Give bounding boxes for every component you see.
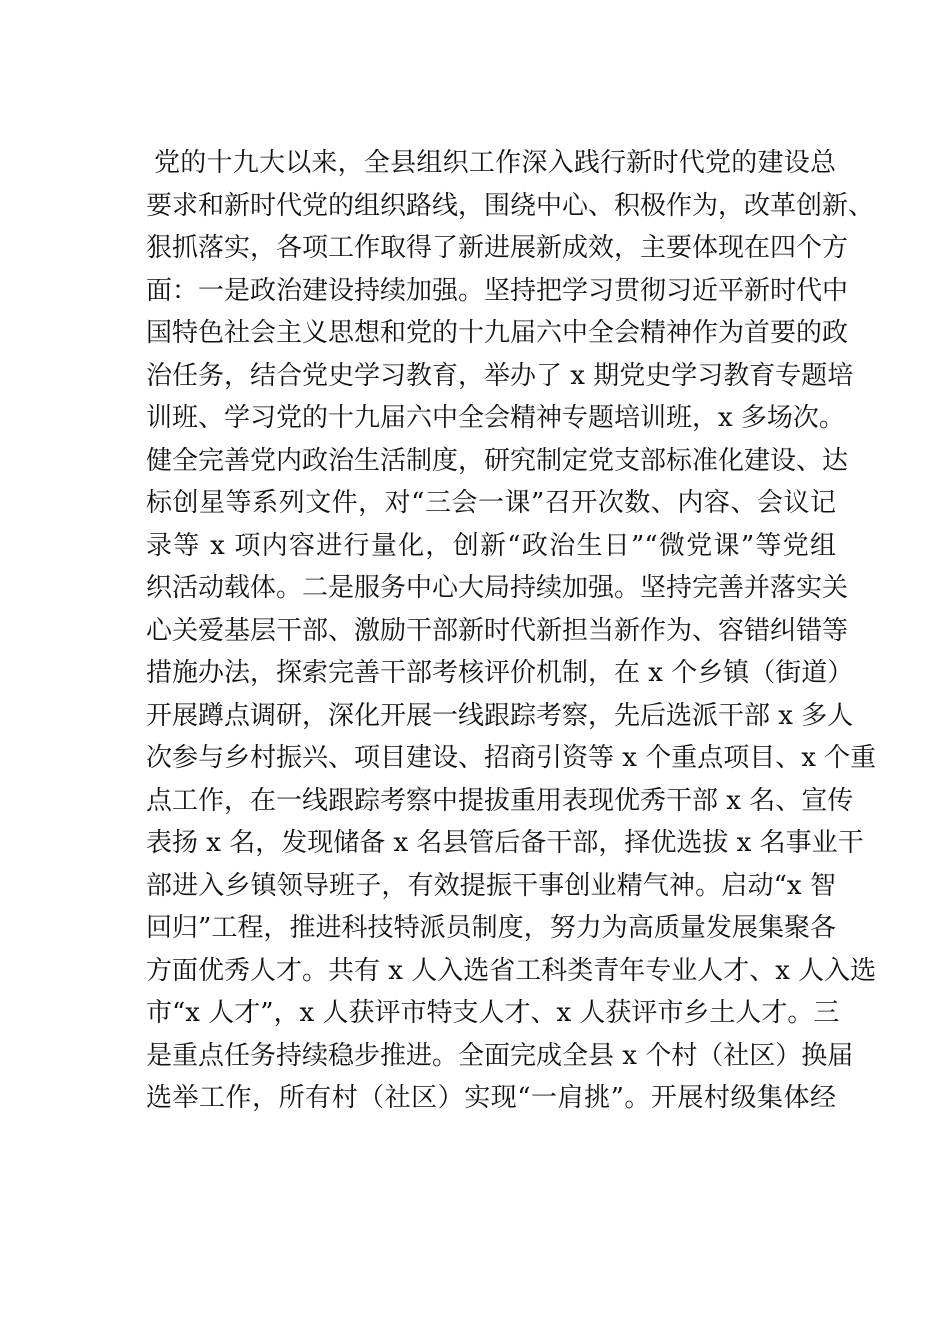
paragraph-line: 措施办法，探索完善干部考核评价机制，在 x 个乡镇（街道） [146,658,854,688]
paragraph-line: 是重点任务持续稳步推进。全面完成全县 x 个村（社区）换届 [146,1040,854,1071]
paragraph-line: 部进入乡镇领导班子，有效提振干事创业精气神。启动“x 智 [146,870,836,901]
paragraph-line: 治任务，结合党史学习教育，举办了 x 期党史学习教育专题培 [146,360,854,391]
paragraph-line: 训班、学习党的十九届六中全会精神专题培训班，x 多场次。 [146,403,845,433]
paragraph-line: 点工作，在一线跟踪考察中提拔重用表现优秀干部 x 名、宣传 [146,785,854,816]
paragraph-line: 党的十九大以来，全县组织工作深入践行新时代党的建设总 [154,148,836,178]
paragraph-line: 方面优秀人才。共有 x 人入选省工科类青年专业人才、x 人入选 [146,955,877,986]
paragraph-line: 标创星等系列文件，对“三会一课”召开次数、内容、会议记 [146,488,836,518]
paragraph-line: 要求和新时代党的组织路线，围绕中心、积极作为，改革创新、 [146,190,875,221]
paragraph-line: 开展蹲点调研，深化开展一线跟踪考察，先后选派干部 x 多人 [146,700,854,731]
paragraph-line: 回归”工程，推进科技特派员制度，努力为高质量发展集聚各 [146,913,836,943]
paragraph-line: 选举工作，所有村（社区）实现“一肩挑”。开展村级集体经 [146,1083,836,1113]
paragraph-line: 国特色社会主义思想和党的十九届六中全会精神作为首要的政 [146,318,849,348]
paragraph-line: 狠抓落实，各项工作取得了新进展新成效，主要体现在四个方 [146,233,849,263]
body-paragraph [146,142,877,1120]
paragraph-line: 录等 x 项内容进行量化，创新“政治生日”“微党课”等党组 [146,530,836,561]
paragraph-line: 心关爱基层干部、激励干部新时代新担当新作为、容错纠错等 [146,615,849,646]
paragraph-line: 织活动载体。二是服务中心大局持续加强。坚持完善并落实关 [146,573,849,603]
paragraph-line: 健全完善党内政治生活制度，研究制定党支部标准化建设、达 [146,445,849,476]
paragraph-line: 次参与乡村振兴、项目建设、招商引资等 x 个重点项目、x 个重 [146,743,877,773]
paragraph-line: 面：一是政治建设持续加强。坚持把学习贯彻习近平新时代中 [146,275,849,306]
paragraph-line: 表扬 x 名，发现储备 x 名县管后备干部，择优选拔 x 名事业干 [146,828,864,858]
paragraph-line: 市“x 人才”，x 人获评市特支人才、x 人获评市乡土人才。三 [146,998,840,1028]
